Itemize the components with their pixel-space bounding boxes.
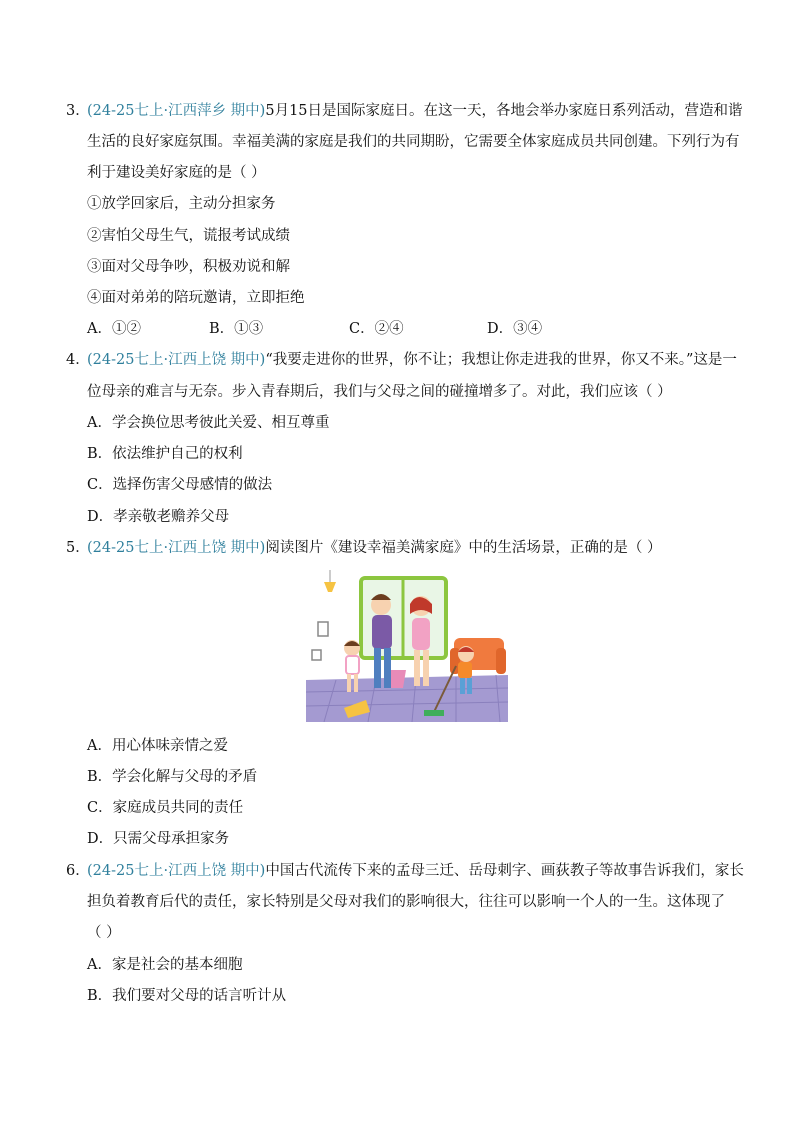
question-3-number: 3． (66, 103, 90, 119)
family-housework-illustration (306, 570, 508, 722)
question-3-option-a[interactable]: A．①② (87, 321, 141, 337)
question-5-source: (24-25七上·江西上饶 期中) (87, 540, 266, 556)
question-6-stem-line-3: （ ） (87, 925, 121, 941)
question-6-option-a[interactable]: A．家是社会的基本细胞 (87, 957, 243, 973)
question-4-source: (24-25七上·江西上饶 期中) (87, 352, 266, 368)
question-3-stem-line-2: 生活的良好家庭氛围。幸福美满的家庭是我们的共同期盼，它需要全体家庭成员共同创建。下列行为有 (87, 134, 740, 150)
question-3-statement-1: ①放学回家后，主动分担家务 (87, 196, 276, 212)
question-3-option-d[interactable]: D．③④ (487, 321, 543, 337)
question-3-statement-2: ②害怕父母生气，谎报考试成绩 (87, 228, 290, 244)
question-6-number: 6． (66, 863, 90, 879)
question-3-stem-line-3: 利于建设美好家庭的是（ ） (87, 165, 266, 181)
question-5-stem-line-1: (24-25七上·江西上饶 期中)阅读图片《建设幸福美满家庭》中的生活场景，正确的是（ ） (87, 540, 662, 556)
question-5-option-c[interactable]: C．家庭成员共同的责任 (87, 800, 244, 816)
question-5-number: 5． (66, 540, 90, 556)
question-4-option-a[interactable]: A．学会换位思考彼此关爱、相互尊重 (87, 415, 330, 431)
question-3-option-c[interactable]: C．②④ (349, 321, 404, 337)
question-4-option-d[interactable]: D．孝亲敬老赡养父母 (87, 509, 230, 525)
question-4-option-b[interactable]: B．依法维护自己的权利 (87, 446, 243, 462)
question-3-option-b[interactable]: B．①③ (209, 321, 264, 337)
question-3-source: (24-25七上·江西萍乡 期中) (87, 103, 266, 119)
question-3-statement-4: ④面对弟弟的陪玩邀请，立即拒绝 (87, 290, 305, 306)
question-3-statement-3: ③面对父母争吵，积极劝说和解 (87, 259, 290, 275)
question-6-option-b[interactable]: B．我们要对父母的话言听计从 (87, 988, 287, 1004)
question-5-option-b[interactable]: B．学会化解与父母的矛盾 (87, 769, 258, 785)
question-5-option-d[interactable]: D．只需父母承担家务 (87, 831, 230, 847)
question-6-stem-line-1: (24-25七上·江西上饶 期中)中国古代流传下来的孟母三迁、岳母刺字、画荻教子等故事告诉我们，家长 (87, 863, 744, 879)
question-4-option-c[interactable]: C．选择伤害父母感情的做法 (87, 477, 273, 493)
question-6-source: (24-25七上·江西上饶 期中) (87, 863, 266, 879)
question-4-stem-line-1: (24-25七上·江西上饶 期中)“我要走进你的世界，你不让；我想让你走进我的世界，你又不来。”这是一 (87, 352, 737, 368)
question-3-stem-line-1: (24-25七上·江西萍乡 期中)5月15日是国际家庭日。在这一天，各地会举办家庭日系列活动，营造和谐 (87, 103, 743, 119)
question-4-number: 4． (66, 352, 90, 368)
question-6-stem-line-2: 担负着教育后代的责任，家长特别是父母对我们的影响很大，往往可以影响一个人的一生。这体现了 (87, 894, 725, 910)
question-4-stem-line-2: 位母亲的难言与无奈。步入青春期后，我们与父母之间的碰撞增多了。对此，我们应该（ ） (87, 384, 672, 400)
question-5-option-a[interactable]: A．用心体味亲情之爱 (87, 738, 228, 754)
